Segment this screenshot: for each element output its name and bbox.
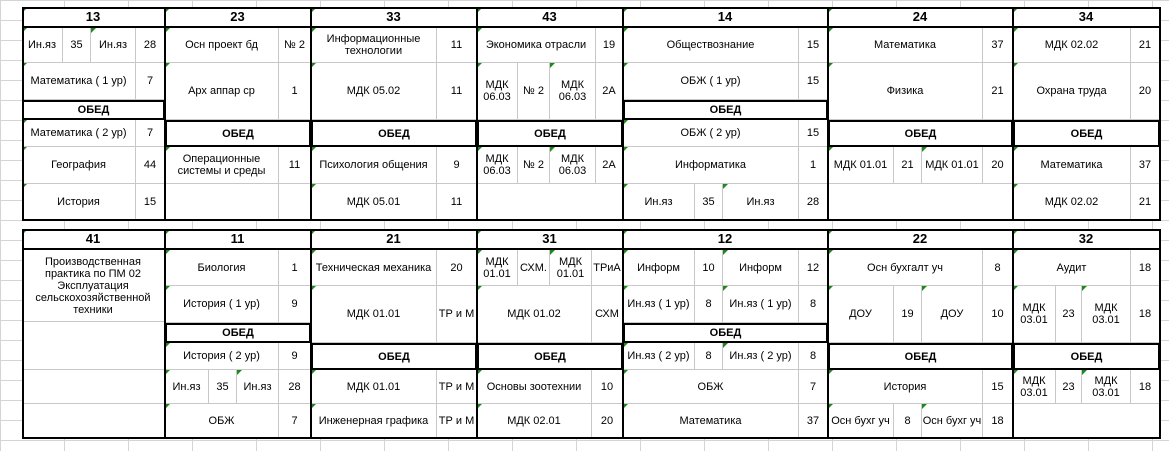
group-divider (164, 7, 166, 221)
room-cell[interactable]: 35 (209, 370, 237, 404)
group-divider (310, 7, 312, 221)
group-divider (476, 229, 478, 439)
group-divider (622, 7, 624, 221)
group-header-23[interactable]: 23 (165, 8, 311, 28)
empty-cell[interactable] (1013, 404, 1160, 438)
subject-cell[interactable]: Обществознание (623, 28, 799, 63)
subject-cell[interactable]: Математика (1013, 147, 1131, 184)
subject-cell[interactable]: МДК 05.01 (311, 184, 437, 220)
room-cell[interactable]: 18 (983, 404, 1013, 438)
room-cell[interactable]: 20 (437, 250, 477, 286)
subject-cell[interactable]: География (22, 147, 136, 184)
room-cell[interactable]: 7 (136, 63, 165, 100)
practice-cell[interactable]: Производственная практика по ПМ 02 Эксплуатация сельскохозяйственной техники (22, 250, 165, 322)
group-header-41[interactable]: 41 (22, 230, 165, 250)
top-table-top-border (22, 7, 1161, 9)
lunch-break-label: ОБЕД (165, 323, 311, 343)
group-header-14[interactable]: 14 (623, 8, 828, 28)
group-header-21[interactable]: 21 (311, 230, 477, 250)
subject-cell[interactable]: Ин.яз (623, 184, 695, 220)
subject-cell[interactable]: МДК 06.03 (550, 147, 596, 184)
group-header-11[interactable]: 11 (165, 230, 311, 250)
subject-cell[interactable]: Информационные технологии (311, 28, 437, 63)
room-cell[interactable]: 8 (894, 404, 922, 438)
subject-cell[interactable]: МДК 01.01 (828, 147, 894, 184)
room-cell[interactable]: СХМ. (518, 250, 550, 286)
room-cell[interactable]: 15 (799, 63, 828, 100)
room-cell[interactable]: 8 (799, 286, 828, 323)
subject-cell[interactable]: Экономика отрасли (477, 28, 596, 63)
subject-cell[interactable]: ОБЖ (165, 404, 279, 438)
top-table-bottom-border (22, 219, 1161, 221)
group-header-22[interactable]: 22 (828, 230, 1013, 250)
room-cell[interactable]: 1 (279, 250, 311, 286)
room-cell[interactable]: 11 (437, 63, 477, 120)
bottom-table-top-border (22, 229, 1161, 231)
empty-cell[interactable] (22, 370, 165, 404)
subject-cell[interactable]: Охрана труда (1013, 63, 1131, 120)
room-cell[interactable]: 9 (437, 147, 477, 184)
room-cell[interactable]: 9 (279, 343, 311, 370)
room-cell[interactable]: 21 (894, 147, 922, 184)
room-cell[interactable]: 15 (799, 120, 828, 147)
empty-cell[interactable] (22, 322, 165, 370)
empty-cell[interactable] (165, 184, 279, 220)
subject-cell[interactable]: МДК 01.01 (550, 250, 592, 286)
subject-cell[interactable]: МДК 06.03 (477, 147, 518, 184)
room-cell[interactable]: 2А (596, 147, 623, 184)
room-cell[interactable]: № 2 (279, 28, 311, 63)
room-cell[interactable]: 11 (279, 147, 311, 184)
group-header-43[interactable]: 43 (477, 8, 623, 28)
subject-cell[interactable]: МДК 01.01 (477, 250, 518, 286)
subject-cell[interactable]: МДК 02.02 (1013, 28, 1131, 63)
group-divider (1159, 7, 1161, 221)
subject-cell[interactable]: Физика (828, 63, 983, 120)
group-divider (827, 229, 829, 439)
group-header-24[interactable]: 24 (828, 8, 1013, 28)
subject-cell[interactable]: ОБЖ (623, 370, 799, 404)
subject-cell[interactable]: МДК 03.01 (1013, 370, 1056, 404)
room-cell[interactable]: 37 (799, 404, 828, 438)
empty-cell[interactable] (828, 184, 1013, 220)
subject-cell[interactable]: МДК 02.01 (477, 404, 592, 438)
group-divider (1159, 229, 1161, 439)
room-cell[interactable]: 9 (279, 286, 311, 323)
room-cell[interactable]: 1 (799, 147, 828, 184)
subject-cell[interactable]: ОБЖ ( 1 ур) (623, 63, 799, 100)
room-cell[interactable]: 12 (799, 250, 828, 286)
subject-cell[interactable]: Ин.яз (237, 370, 279, 404)
lunch-break-label: ОБЕД (311, 343, 477, 370)
group-divider (310, 229, 312, 439)
group-divider (22, 7, 24, 221)
room-cell[interactable]: 23 (1056, 370, 1082, 404)
room-cell[interactable]: 11 (437, 28, 477, 63)
room-cell[interactable]: 20 (983, 147, 1013, 184)
subject-cell[interactable]: Инженерная графика (311, 404, 437, 438)
subject-cell[interactable]: Ин.яз (165, 370, 209, 404)
room-cell[interactable]: 15 (983, 370, 1013, 404)
lunch-break-label: ОБЕД (477, 343, 623, 370)
subject-cell[interactable]: Операционные системы и среды (165, 147, 279, 184)
subject-cell[interactable]: МДК 03.01 (1013, 286, 1056, 343)
room-cell[interactable]: ТРиА (592, 250, 623, 286)
lunch-break-label: ОБЕД (311, 120, 477, 147)
room-cell[interactable]: 18 (1131, 250, 1160, 286)
room-cell[interactable]: 19 (894, 286, 922, 343)
subject-cell[interactable]: Ин.яз ( 2 ур) (723, 343, 799, 370)
group-divider (164, 229, 166, 439)
subject-cell[interactable]: Арх аппар ср (165, 63, 279, 120)
room-cell[interactable]: 15 (136, 184, 165, 220)
subject-cell[interactable]: Основы зоотехнии (477, 370, 592, 404)
subject-cell[interactable]: МДК 05.02 (311, 63, 437, 120)
lunch-break-label: ОБЕД (623, 323, 828, 343)
group-divider (476, 7, 478, 221)
room-cell[interactable]: 19 (596, 28, 623, 63)
subject-cell[interactable]: Ин.яз (91, 28, 136, 63)
room-cell[interactable]: ТР и М (437, 370, 477, 404)
room-cell[interactable]: 8 (695, 343, 723, 370)
empty-cell[interactable] (279, 184, 311, 220)
subject-cell[interactable]: ДОУ (828, 286, 894, 343)
room-cell[interactable]: 10 (592, 370, 623, 404)
room-cell[interactable]: СХМ (592, 286, 623, 343)
subject-cell[interactable]: История (828, 370, 983, 404)
room-cell[interactable]: 7 (279, 404, 311, 438)
subject-cell[interactable]: Ин.яз (22, 28, 63, 63)
subject-cell[interactable]: История ( 2 ур) (165, 343, 279, 370)
subject-cell[interactable]: МДК 03.01 (1082, 370, 1131, 404)
room-cell[interactable]: 2А (596, 63, 623, 120)
subject-cell[interactable]: Осн бухг уч (828, 404, 894, 438)
bottom-table-bottom-border (22, 437, 1161, 439)
lunch-break-label: ОБЕД (623, 100, 828, 120)
room-cell[interactable]: 7 (799, 370, 828, 404)
room-cell[interactable]: 28 (279, 370, 311, 404)
room-cell[interactable]: 35 (695, 184, 723, 220)
room-cell[interactable]: № 2 (518, 147, 550, 184)
room-cell[interactable]: 7 (136, 120, 165, 147)
subject-cell[interactable]: Ин.яз ( 1 ур) (623, 286, 695, 323)
subject-cell[interactable]: МДК 06.03 (550, 63, 596, 120)
subject-cell[interactable]: История (22, 184, 136, 220)
subject-cell[interactable]: Биология (165, 250, 279, 286)
lunch-break-label: ОБЕД (828, 343, 1013, 370)
room-cell[interactable]: 10 (695, 250, 723, 286)
subject-cell[interactable]: Осн проект бд (165, 28, 279, 63)
subject-cell[interactable]: МДК 01.01 (311, 370, 437, 404)
room-cell[interactable]: ТР и М (437, 404, 477, 438)
group-divider (1012, 7, 1014, 221)
subject-cell[interactable]: Математика (828, 28, 983, 63)
room-cell[interactable]: 35 (63, 28, 91, 63)
room-cell[interactable]: 20 (1131, 63, 1160, 120)
room-cell[interactable]: 10 (983, 286, 1013, 343)
subject-cell[interactable]: Информ (723, 250, 799, 286)
group-header-12[interactable]: 12 (623, 230, 828, 250)
group-divider (622, 229, 624, 439)
subject-cell[interactable]: МДК 03.01 (1082, 286, 1131, 343)
room-cell[interactable]: 8 (983, 250, 1013, 286)
subject-cell[interactable]: МДК 01.02 (477, 286, 592, 343)
empty-cell[interactable] (477, 184, 623, 220)
lunch-break-label: ОБЕД (22, 100, 165, 120)
room-cell[interactable]: 37 (1131, 147, 1160, 184)
room-cell[interactable]: 44 (136, 147, 165, 184)
room-cell[interactable]: 37 (983, 28, 1013, 63)
subject-cell[interactable]: Ин.яз ( 2 ур) (623, 343, 695, 370)
subject-cell[interactable]: Осн бухгалт уч (828, 250, 983, 286)
group-header-31[interactable]: 31 (477, 230, 623, 250)
room-cell[interactable]: ТР и М (437, 286, 477, 343)
subject-cell[interactable]: МДК 01.01 (922, 147, 983, 184)
subject-cell[interactable]: Ин.яз ( 1 ур) (723, 286, 799, 323)
group-header-32[interactable]: 32 (1013, 230, 1160, 250)
room-cell[interactable]: 8 (799, 343, 828, 370)
empty-cell[interactable] (22, 404, 165, 438)
group-header-33[interactable]: 33 (311, 8, 477, 28)
room-cell[interactable]: 18 (1131, 286, 1160, 343)
subject-cell[interactable]: История ( 1 ур) (165, 286, 279, 323)
room-cell[interactable]: 21 (1131, 28, 1160, 63)
group-header-13[interactable]: 13 (22, 8, 165, 28)
subject-cell[interactable]: Техническая механика (311, 250, 437, 286)
room-cell[interactable]: 8 (695, 286, 723, 323)
room-cell[interactable]: 11 (437, 184, 477, 220)
group-divider (22, 229, 24, 439)
room-cell[interactable]: 21 (1131, 184, 1160, 220)
room-cell[interactable]: 23 (1056, 286, 1082, 343)
lunch-break-label: ОБЕД (165, 120, 311, 147)
lunch-break-label: ОБЕД (477, 120, 623, 147)
subject-cell[interactable]: Ин.яз (723, 184, 799, 220)
subject-cell[interactable]: МДК 01.01 (311, 286, 437, 343)
subject-cell[interactable]: ОБЖ ( 2 ур) (623, 120, 799, 147)
subject-cell[interactable]: Информ (623, 250, 695, 286)
subject-cell[interactable]: Аудит (1013, 250, 1131, 286)
room-cell[interactable]: 15 (799, 28, 828, 63)
room-cell[interactable]: 21 (983, 63, 1013, 120)
lunch-break-label: ОБЕД (1013, 343, 1160, 370)
room-cell[interactable]: 28 (799, 184, 828, 220)
subject-cell[interactable]: Математика (623, 404, 799, 438)
subject-cell[interactable]: Математика ( 2 ур) (22, 120, 136, 147)
subject-cell[interactable]: МДК 06.03 (477, 63, 518, 120)
subject-cell[interactable]: Психология общения (311, 147, 437, 184)
room-cell[interactable]: 28 (136, 28, 165, 63)
room-cell[interactable]: 18 (1131, 370, 1160, 404)
subject-cell[interactable]: Осн бухг уч (922, 404, 983, 438)
lunch-break-label: ОБЕД (1013, 120, 1160, 147)
room-cell[interactable]: 1 (279, 63, 311, 120)
subject-cell[interactable]: ДОУ (922, 286, 983, 343)
subject-cell[interactable]: Информатика (623, 147, 799, 184)
room-cell[interactable]: № 2 (518, 63, 550, 120)
lunch-break-label: ОБЕД (828, 120, 1013, 147)
group-header-34[interactable]: 34 (1013, 8, 1160, 28)
group-divider (1012, 229, 1014, 439)
room-cell[interactable]: 20 (592, 404, 623, 438)
group-divider (827, 7, 829, 221)
subject-cell[interactable]: Математика ( 1 ур) (22, 63, 136, 100)
subject-cell[interactable]: МДК 02.02 (1013, 184, 1131, 220)
